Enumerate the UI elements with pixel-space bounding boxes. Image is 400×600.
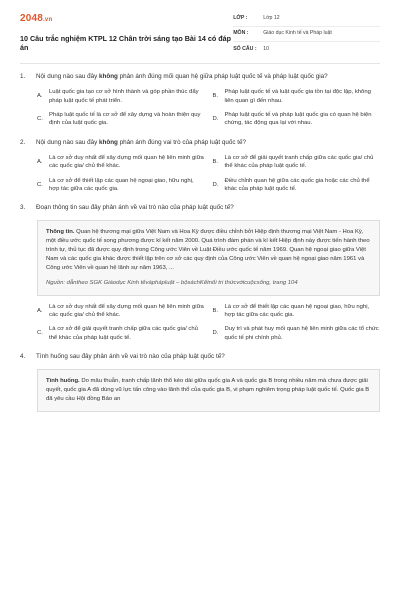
option-letter: A. <box>37 158 43 165</box>
situation-box-text: Do mâu thuẫn, tranh chấp lãnh thổ kéo dài giữa quốc gia A và quốc gia B trong nhiều năm mà chưa được giải quyết, quốc gia A đã dùng vũ lực tấn công vào lãnh thổ của quốc gia B, vi phạm nghiêm trọng pháp luật quốc tế. Quốc gia B đã yêu cầu Hội đồng Bảo an <box>46 378 370 402</box>
situation-box <box>37 369 380 412</box>
option-letter: D. <box>212 116 219 123</box>
question-stem <box>20 352 380 361</box>
question-text-part: phản ánh đúng mối quan hệ giữa pháp luật quốc tế và pháp luật quốc gia? <box>117 73 328 80</box>
option-b[interactable] <box>213 154 381 171</box>
option-text: Là cơ sở duy nhất để xây dựng mối quan hệ liên minh giữa các quốc gia/ chủ thể khác. <box>49 154 204 170</box>
answer-options <box>37 88 380 128</box>
info-key: MÔN : <box>233 30 249 37</box>
question-4 <box>20 352 380 412</box>
question-1 <box>20 72 380 128</box>
question-2 <box>20 138 380 194</box>
option-a[interactable] <box>37 88 205 105</box>
option-b[interactable] <box>213 303 381 320</box>
question-number: 1. <box>20 73 26 80</box>
info-key: LỚP : <box>233 15 248 22</box>
info-row-subject <box>233 27 380 42</box>
information-box <box>37 220 380 295</box>
document-info-table <box>233 12 380 57</box>
questions-list <box>20 64 380 412</box>
option-text: Là cơ sở để giải quyết tranh chấp giữa các quốc gia/ chủ thể khác của pháp luật quốc tế. <box>49 326 198 341</box>
option-d[interactable] <box>213 177 381 194</box>
option-letter: B. <box>212 93 219 100</box>
question-text-emphasis: không <box>99 73 118 80</box>
logo-suffix: .vn <box>43 17 53 23</box>
option-text: Pháp luật quốc tế là cơ sở để xây dựng và hoàn thiện quy định của luật quốc gia. <box>49 111 201 127</box>
question-text-emphasis: không <box>99 138 118 146</box>
option-c[interactable] <box>37 177 205 194</box>
option-text: Luật quốc gia tạo cơ sở hình thành và góp phần thúc đẩy pháp luật quốc tế phát triển. <box>49 89 199 104</box>
option-a[interactable] <box>37 303 205 320</box>
question-number: 4. <box>20 353 26 361</box>
option-text: Duy trì và phát huy mối quan hệ liên minh giữa các tổ chức quốc tế phi chính phủ. <box>224 326 379 341</box>
option-d[interactable] <box>213 111 381 128</box>
answer-options <box>37 303 380 343</box>
info-value: 10 <box>263 45 269 52</box>
option-text: Điều chỉnh quan hệ giữa các quốc gia hoặc các chủ thể khác của pháp luật quốc tế. <box>224 177 370 192</box>
question-text <box>36 72 328 81</box>
document-title: 10 Câu trắc nghiệm KTPL 12 Chân trời sáng tạo Bài 14 có đáp án <box>20 33 232 53</box>
question-text <box>36 138 246 147</box>
option-c[interactable] <box>37 325 205 342</box>
option-letter: D. <box>212 181 219 188</box>
document-header <box>20 10 380 64</box>
option-c[interactable] <box>37 111 205 128</box>
question-stem <box>20 138 380 147</box>
question-text-part: Nội dung nào sau đây <box>36 138 100 146</box>
option-d[interactable] <box>213 325 381 342</box>
option-letter: B. <box>212 158 219 165</box>
option-a[interactable] <box>37 154 205 171</box>
option-letter: D. <box>212 330 219 337</box>
option-letter: A. <box>37 93 43 100</box>
question-number: 3. <box>20 204 26 212</box>
logo-main: 2048 <box>20 13 44 24</box>
info-value: Lớp 12 <box>263 15 280 22</box>
option-letter: C. <box>37 181 43 188</box>
question-stem <box>20 72 380 81</box>
question-number: 2. <box>20 138 26 146</box>
answer-options <box>37 154 380 194</box>
option-text: Là cơ sở duy nhất để xây dựng mối quan hệ liên minh giữa các quốc gia/ chủ thể khác. <box>49 303 204 318</box>
info-row-grade <box>233 12 380 27</box>
information-box-label: Thông tin. <box>46 229 75 236</box>
question-text-part: Nội dung nào sau đây <box>36 73 100 80</box>
information-source: Nguồn: dẫntheo SGK Giáodục Kinh tếvàphápluật – bộsáchKếtnối tri thứcvớicuộcsống, trang 104 <box>46 279 298 286</box>
info-row-question-count <box>233 42 380 57</box>
option-letter: C. <box>37 116 43 123</box>
option-letter: A. <box>37 307 43 314</box>
question-text: Tình huống sau đây phản ánh về vai trò nào của pháp luật quốc tế? <box>36 353 225 361</box>
option-text: Pháp luật quốc tế và luật quốc gia tồn tại độc lập, không liên quan gì đến nhau. <box>224 89 371 104</box>
question-stem <box>20 203 380 212</box>
info-value: Giáo dục Kinh tế và Pháp luật <box>263 30 332 37</box>
question-3 <box>20 203 380 342</box>
option-text: Pháp luật quốc tế và pháp luật quốc gia có quan hệ biện chứng, tác động qua lại với nhau. <box>224 111 372 127</box>
site-logo[interactable] <box>20 12 233 26</box>
information-box-text: Quan hệ thương mại giữa Việt Nam và Hoa Kỳ được điều chỉnh bởi Hiệp định thương mại Việt Nam - Hoa Kỳ, một điều ước quốc tế song phương được kí kết năm 2000. Quá trình đàm phán và kí kết Hiệp định này được tiến hành theo trình tự, thủ tục đã được quy định trong Công ước Viên về Luật Điều ước quốc tế năm 1969. Quan hệ ngoại giao giữa Việt Nam và các quốc gia khác được thiết lập trên cơ sở các quy định của Công ước Viên về quan hệ ngoại giao năm 1961 và Công ước Viên về quan hệ lãnh sự năm 1963, ... <box>46 229 370 271</box>
situation-box-label: Tình huống. <box>46 378 80 385</box>
option-text: Là cơ sở để thiết lập các quan hệ ngoại giao, hữu nghị, hợp tác giữa các quốc gia. <box>49 177 194 192</box>
question-text: Đoạn thông tin sau đây phản ánh về vai trò nào của pháp luật quốc tế? <box>36 204 234 212</box>
option-letter: C. <box>37 330 43 337</box>
option-text: Là cơ sở để thiết lập các quan hệ ngoại giao, hữu nghị, hợp tác giữa các quốc gia. <box>224 303 370 318</box>
info-key: SỐ CÂU : <box>233 45 257 52</box>
question-text-part: phản ánh đúng vai trò của pháp luật quốc tế? <box>117 138 247 146</box>
header-left <box>20 10 233 53</box>
option-letter: B. <box>212 307 219 314</box>
option-text: Là cơ sở để giải quyết tranh chấp giữa các quốc gia/ chủ thể khác của pháp luật quốc tế. <box>224 154 374 170</box>
option-b[interactable] <box>213 88 381 105</box>
